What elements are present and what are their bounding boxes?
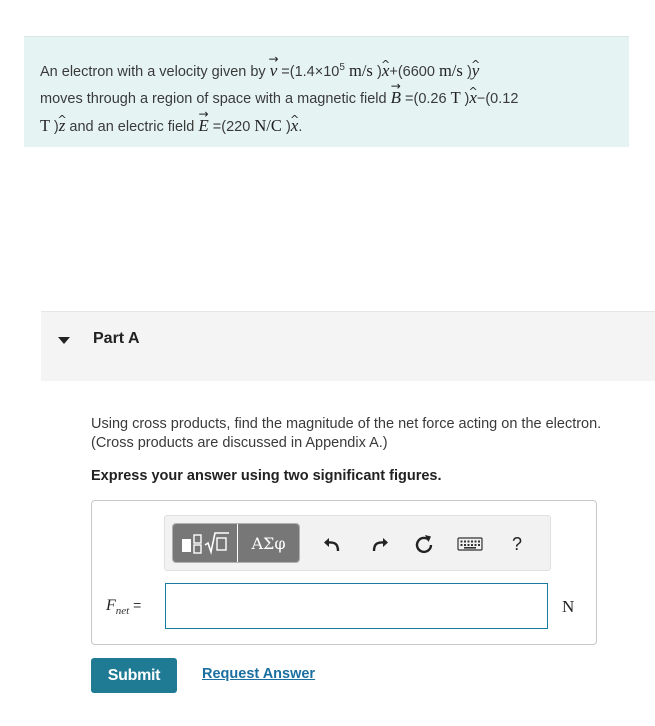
- answer-unit: N: [562, 597, 575, 616]
- variable-subscript: net: [115, 604, 130, 617]
- magnetic-field-x-coefficient: =(0.26: [401, 91, 451, 108]
- undo-icon: [323, 536, 341, 552]
- answer-input[interactable]: [165, 583, 548, 629]
- electric-field-text: and an electric field: [65, 118, 199, 135]
- magnetic-field-text: moves through a region of space with a magnetic field: [40, 91, 391, 108]
- x-unit-vector: ^ x: [291, 113, 299, 140]
- reset-icon: [414, 534, 434, 554]
- equals-sign: =: [129, 597, 142, 613]
- part-title: Part A: [93, 330, 140, 347]
- tesla-unit-1: T: [450, 88, 465, 108]
- answer-instruction: Express your answer using two significant figures.: [91, 468, 442, 484]
- velocity-vector-symbol: → v: [270, 58, 278, 85]
- paren: ): [466, 63, 472, 80]
- paren: ): [464, 91, 470, 108]
- paren: ): [53, 118, 59, 135]
- redo-icon: [371, 536, 389, 552]
- help-button[interactable]: ?: [511, 533, 522, 554]
- reset-button[interactable]: [410, 530, 438, 558]
- question-text: Using cross products, find the magnitude of the net force acting on the electron. (Cross products are discussed in Appendix A.): [91, 416, 602, 451]
- tool-button-group: [172, 523, 300, 563]
- undo-button[interactable]: [318, 530, 346, 558]
- paren: ): [285, 118, 291, 135]
- submit-button[interactable]: Submit: [91, 658, 177, 693]
- part-a-header[interactable]: [41, 311, 655, 381]
- newton-per-coulomb-unit: N/C: [254, 115, 286, 135]
- x-unit-vector: ^ x: [382, 58, 390, 85]
- velocity-exponent: 5: [339, 62, 345, 73]
- request-answer-link[interactable]: Request Answer: [202, 666, 316, 682]
- templates-icon: [179, 530, 231, 556]
- electric-field-vector-symbol: → E: [198, 113, 208, 140]
- velocity-y-coefficient: +(6600: [389, 63, 439, 80]
- velocity-x-coefficient: =(1.4×10: [277, 63, 340, 80]
- magnetic-field-z-coefficient: −(0.12: [476, 91, 519, 108]
- period: .: [298, 118, 303, 135]
- keyboard-button[interactable]: [455, 530, 485, 558]
- y-unit-vector: ^ y: [472, 58, 480, 85]
- tesla-unit-2: T: [40, 115, 54, 135]
- answer-panel: [91, 500, 597, 645]
- redo-button[interactable]: [366, 530, 394, 558]
- symbols-button[interactable]: ΑΣφ: [237, 524, 299, 562]
- x-unit-vector: ^ x: [469, 85, 477, 112]
- problem-text: [40, 55, 610, 140]
- problem-intro-text: An electron with a velocity given by: [40, 63, 270, 80]
- velocity-unit-2: m/s: [438, 60, 467, 80]
- z-unit-vector: ^ z: [59, 113, 66, 140]
- electric-field-coefficient: =(220: [208, 118, 255, 135]
- math-toolbar: [164, 515, 551, 571]
- magnetic-field-vector-symbol: → B: [391, 85, 401, 112]
- velocity-unit-1: m/s: [344, 60, 377, 80]
- variable-symbol: F: [106, 597, 116, 614]
- paren: ): [376, 63, 382, 80]
- templates-button[interactable]: [173, 524, 237, 562]
- collapse-triangle-icon[interactable]: [58, 337, 70, 344]
- keyboard-icon: [457, 536, 483, 552]
- problem-statement: [24, 36, 629, 147]
- answer-variable-label: [106, 597, 141, 617]
